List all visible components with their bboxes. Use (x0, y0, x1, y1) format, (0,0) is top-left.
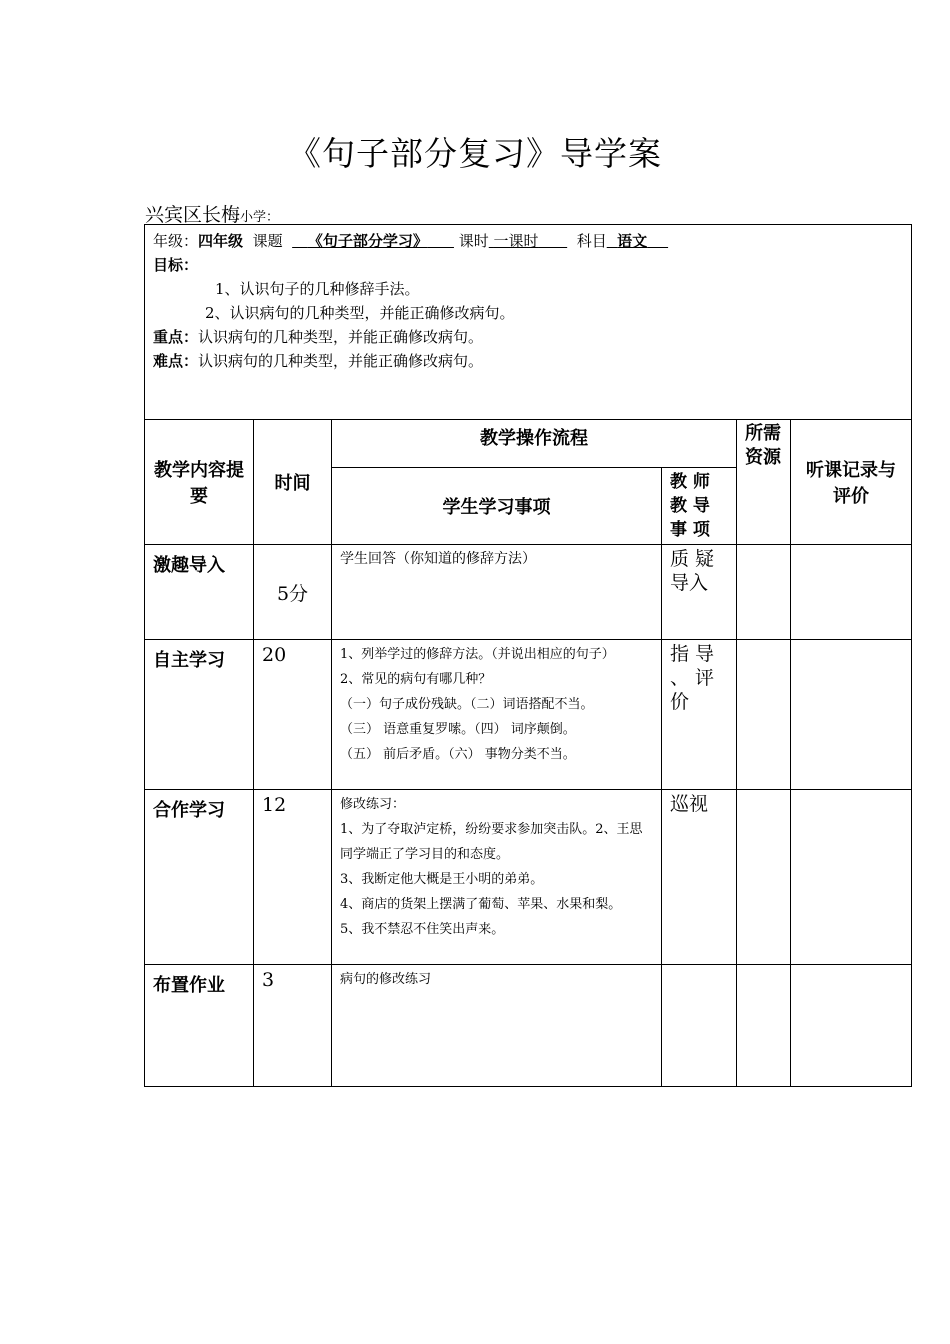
row-student: 学生回答（你知道的修辞方法） (332, 545, 662, 640)
goal-1: 1、认识句子的几种修辞手法。 (215, 280, 420, 298)
row-teacher (662, 965, 737, 1087)
row-section: 激趣导入 (145, 545, 254, 640)
row-record (791, 790, 912, 965)
header-flow: 教学操作流程 (332, 420, 737, 468)
header-record: 听课记录与评价 (791, 420, 912, 545)
header-resources: 所需资源 (737, 420, 791, 545)
row-section: 合作学习 (145, 790, 254, 965)
row-section: 布置作业 (145, 965, 254, 1087)
header-content: 教学内容提要 (145, 420, 254, 545)
row-student: 修改练习： 1、为了夺取泸定桥，纷纷要求参加突击队。2、王思同学端正了学习目的和态度。 3、我断定他大概是王小明的弟弟。 4、商店的货架上摆满了葡萄、苹果、水果和梨。 5、我不禁忍不住笑出声来。 (332, 790, 662, 965)
header-time: 时间 (254, 420, 332, 545)
document-title: 《句子部分复习》导学案 (288, 134, 662, 173)
row-section: 自主学习 (145, 640, 254, 790)
row-time: 20 (254, 640, 332, 790)
key-point: 重点：认识病句的几种类型，并能正确修改病句。 (153, 328, 484, 346)
row-resources (737, 790, 791, 965)
goals-label: 目标： (153, 256, 199, 274)
row-resources (737, 965, 791, 1087)
row-teacher: 指 导 、 评价 (662, 640, 737, 790)
lesson-info (145, 225, 912, 420)
row-teacher: 巡视 (662, 790, 737, 965)
row-record (791, 545, 912, 640)
row-record (791, 640, 912, 790)
row-student: 1、列举学过的修辞方法。（并说出相应的句子） 2、常见的病句有哪几种？ （一）句子成份残缺。（二）词语搭配不当。 （三） 语意重复罗嗦。（四） 词序颠倒。 （五） 前后矛盾。（六） 事物分类不当。 (332, 640, 662, 790)
topic-value: 《句子部分学习》 (307, 232, 428, 250)
difficulty: 难点：认识病句的几种类型，并能正确修改病句。 (153, 352, 484, 370)
school-name: 兴宾区长梅小学： (145, 204, 280, 226)
row-record (791, 965, 912, 1087)
row-student: 病句的修改练习 (332, 965, 662, 1087)
row-resources (737, 640, 791, 790)
row-teacher: 质 疑 导入 (662, 545, 737, 640)
header-student: 学生学习事项 (332, 468, 662, 545)
row-time: 12 (254, 790, 332, 965)
info-line-1: 年级：四年级 课题 《句子部分学习》 课时 一课时 科目 语文 (153, 229, 903, 253)
row-time: 3 (254, 965, 332, 1087)
header-teacher: 教 师 教 导 事 项 (662, 468, 737, 545)
row-resources (737, 545, 791, 640)
row-time: 5分 (254, 545, 332, 640)
goal-2: 2、认识病句的几种类型，并能正确修改病句。 (205, 304, 515, 322)
period-value: 一课时 (493, 232, 539, 250)
lesson-plan-table (144, 224, 912, 1087)
subject-value: 语文 (617, 232, 648, 250)
